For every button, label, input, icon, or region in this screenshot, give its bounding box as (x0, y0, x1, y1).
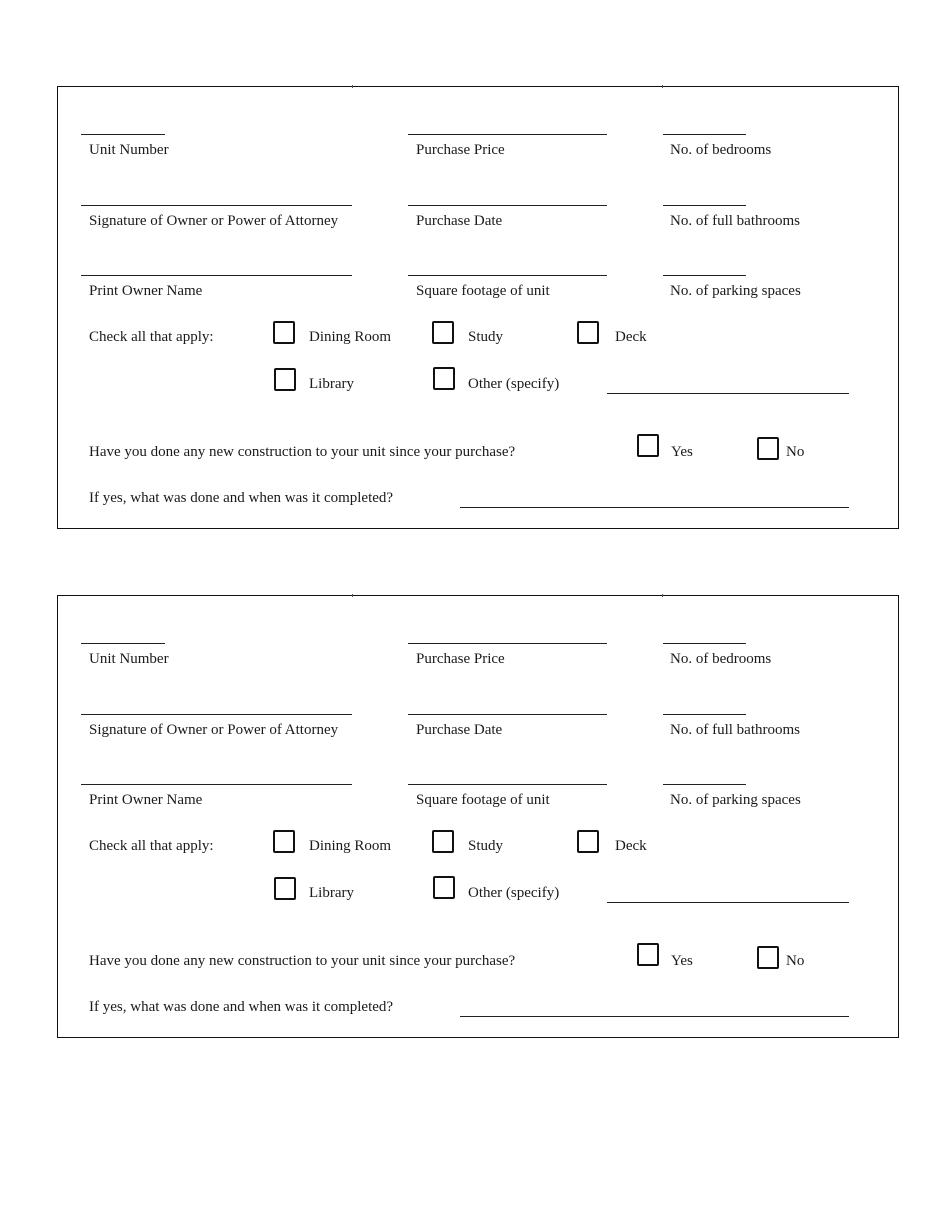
construction-question: Have you done any new construction to your unit since your purchase? (89, 953, 516, 969)
owner-name-label: Print Owner Name (89, 792, 203, 808)
unit-number-field[interactable] (81, 643, 165, 644)
parking-spaces-label: No. of parking spaces (670, 283, 801, 299)
other-specify-field[interactable] (607, 902, 849, 903)
purchase-date-field[interactable] (408, 714, 607, 715)
border-tick (352, 85, 353, 88)
construction-yes-checkbox[interactable] (637, 943, 659, 966)
library-checkbox[interactable] (274, 368, 296, 391)
owner-name-label: Print Owner Name (89, 283, 203, 299)
construction-yes-checkbox[interactable] (637, 434, 659, 457)
purchase-price-label: Purchase Price (416, 651, 505, 667)
unit-form-1 (57, 86, 899, 529)
construction-details-field[interactable] (460, 507, 849, 508)
parking-spaces-field[interactable] (663, 275, 746, 276)
dining-room-label: Dining Room (309, 329, 392, 345)
bedrooms-label: No. of bedrooms (670, 651, 772, 667)
bedrooms-label: No. of bedrooms (670, 142, 772, 158)
other-checkbox[interactable] (433, 367, 455, 390)
deck-label: Deck (615, 329, 647, 345)
check-all-label: Check all that apply: (89, 329, 214, 345)
deck-checkbox[interactable] (577, 321, 599, 344)
unit-number-label: Unit Number (89, 142, 169, 158)
purchase-date-label: Purchase Date (416, 722, 503, 738)
signature-label: Signature of Owner or Power of Attorney (89, 722, 339, 738)
border-tick (352, 594, 353, 597)
purchase-price-label: Purchase Price (416, 142, 505, 158)
study-checkbox[interactable] (432, 321, 454, 344)
other-specify-field[interactable] (607, 393, 849, 394)
yes-label: Yes (671, 444, 693, 460)
parking-spaces-label: No. of parking spaces (670, 792, 801, 808)
study-label: Study (468, 329, 504, 345)
other-specify-label: Other (specify) (468, 376, 560, 392)
if-yes-question: If yes, what was done and when was it completed? (89, 999, 394, 1015)
construction-details-field[interactable] (460, 1016, 849, 1017)
purchase-date-field[interactable] (408, 205, 607, 206)
unit-form-2 (57, 595, 899, 1038)
library-checkbox[interactable] (274, 877, 296, 900)
construction-no-checkbox[interactable] (757, 437, 779, 460)
unit-number-label: Unit Number (89, 651, 169, 667)
full-bathrooms-field[interactable] (663, 205, 746, 206)
no-label: No (786, 444, 805, 460)
deck-checkbox[interactable] (577, 830, 599, 853)
border-tick (662, 594, 663, 597)
dining-room-checkbox[interactable] (273, 830, 295, 853)
owner-name-field[interactable] (81, 784, 352, 785)
full-bathrooms-label: No. of full bathrooms (670, 722, 800, 738)
dining-room-checkbox[interactable] (273, 321, 295, 344)
construction-question: Have you done any new construction to your unit since your purchase? (89, 444, 516, 460)
square-footage-label: Square footage of unit (416, 283, 550, 299)
border-tick (662, 85, 663, 88)
signature-field[interactable] (81, 714, 352, 715)
yes-label: Yes (671, 953, 693, 969)
purchase-date-label: Purchase Date (416, 213, 503, 229)
library-label: Library (309, 885, 354, 901)
purchase-price-field[interactable] (408, 643, 607, 644)
study-checkbox[interactable] (432, 830, 454, 853)
library-label: Library (309, 376, 354, 392)
other-specify-label: Other (specify) (468, 885, 560, 901)
parking-spaces-field[interactable] (663, 784, 746, 785)
construction-no-checkbox[interactable] (757, 946, 779, 969)
purchase-price-field[interactable] (408, 134, 607, 135)
bedrooms-field[interactable] (663, 134, 746, 135)
deck-label: Deck (615, 838, 647, 854)
full-bathrooms-field[interactable] (663, 714, 746, 715)
full-bathrooms-label: No. of full bathrooms (670, 213, 800, 229)
dining-room-label: Dining Room (309, 838, 392, 854)
unit-number-field[interactable] (81, 134, 165, 135)
no-label: No (786, 953, 805, 969)
signature-field[interactable] (81, 205, 352, 206)
square-footage-label: Square footage of unit (416, 792, 550, 808)
other-checkbox[interactable] (433, 876, 455, 899)
if-yes-question: If yes, what was done and when was it completed? (89, 490, 394, 506)
square-footage-field[interactable] (408, 784, 607, 785)
square-footage-field[interactable] (408, 275, 607, 276)
study-label: Study (468, 838, 504, 854)
signature-label: Signature of Owner or Power of Attorney (89, 213, 339, 229)
check-all-label: Check all that apply: (89, 838, 214, 854)
bedrooms-field[interactable] (663, 643, 746, 644)
owner-name-field[interactable] (81, 275, 352, 276)
